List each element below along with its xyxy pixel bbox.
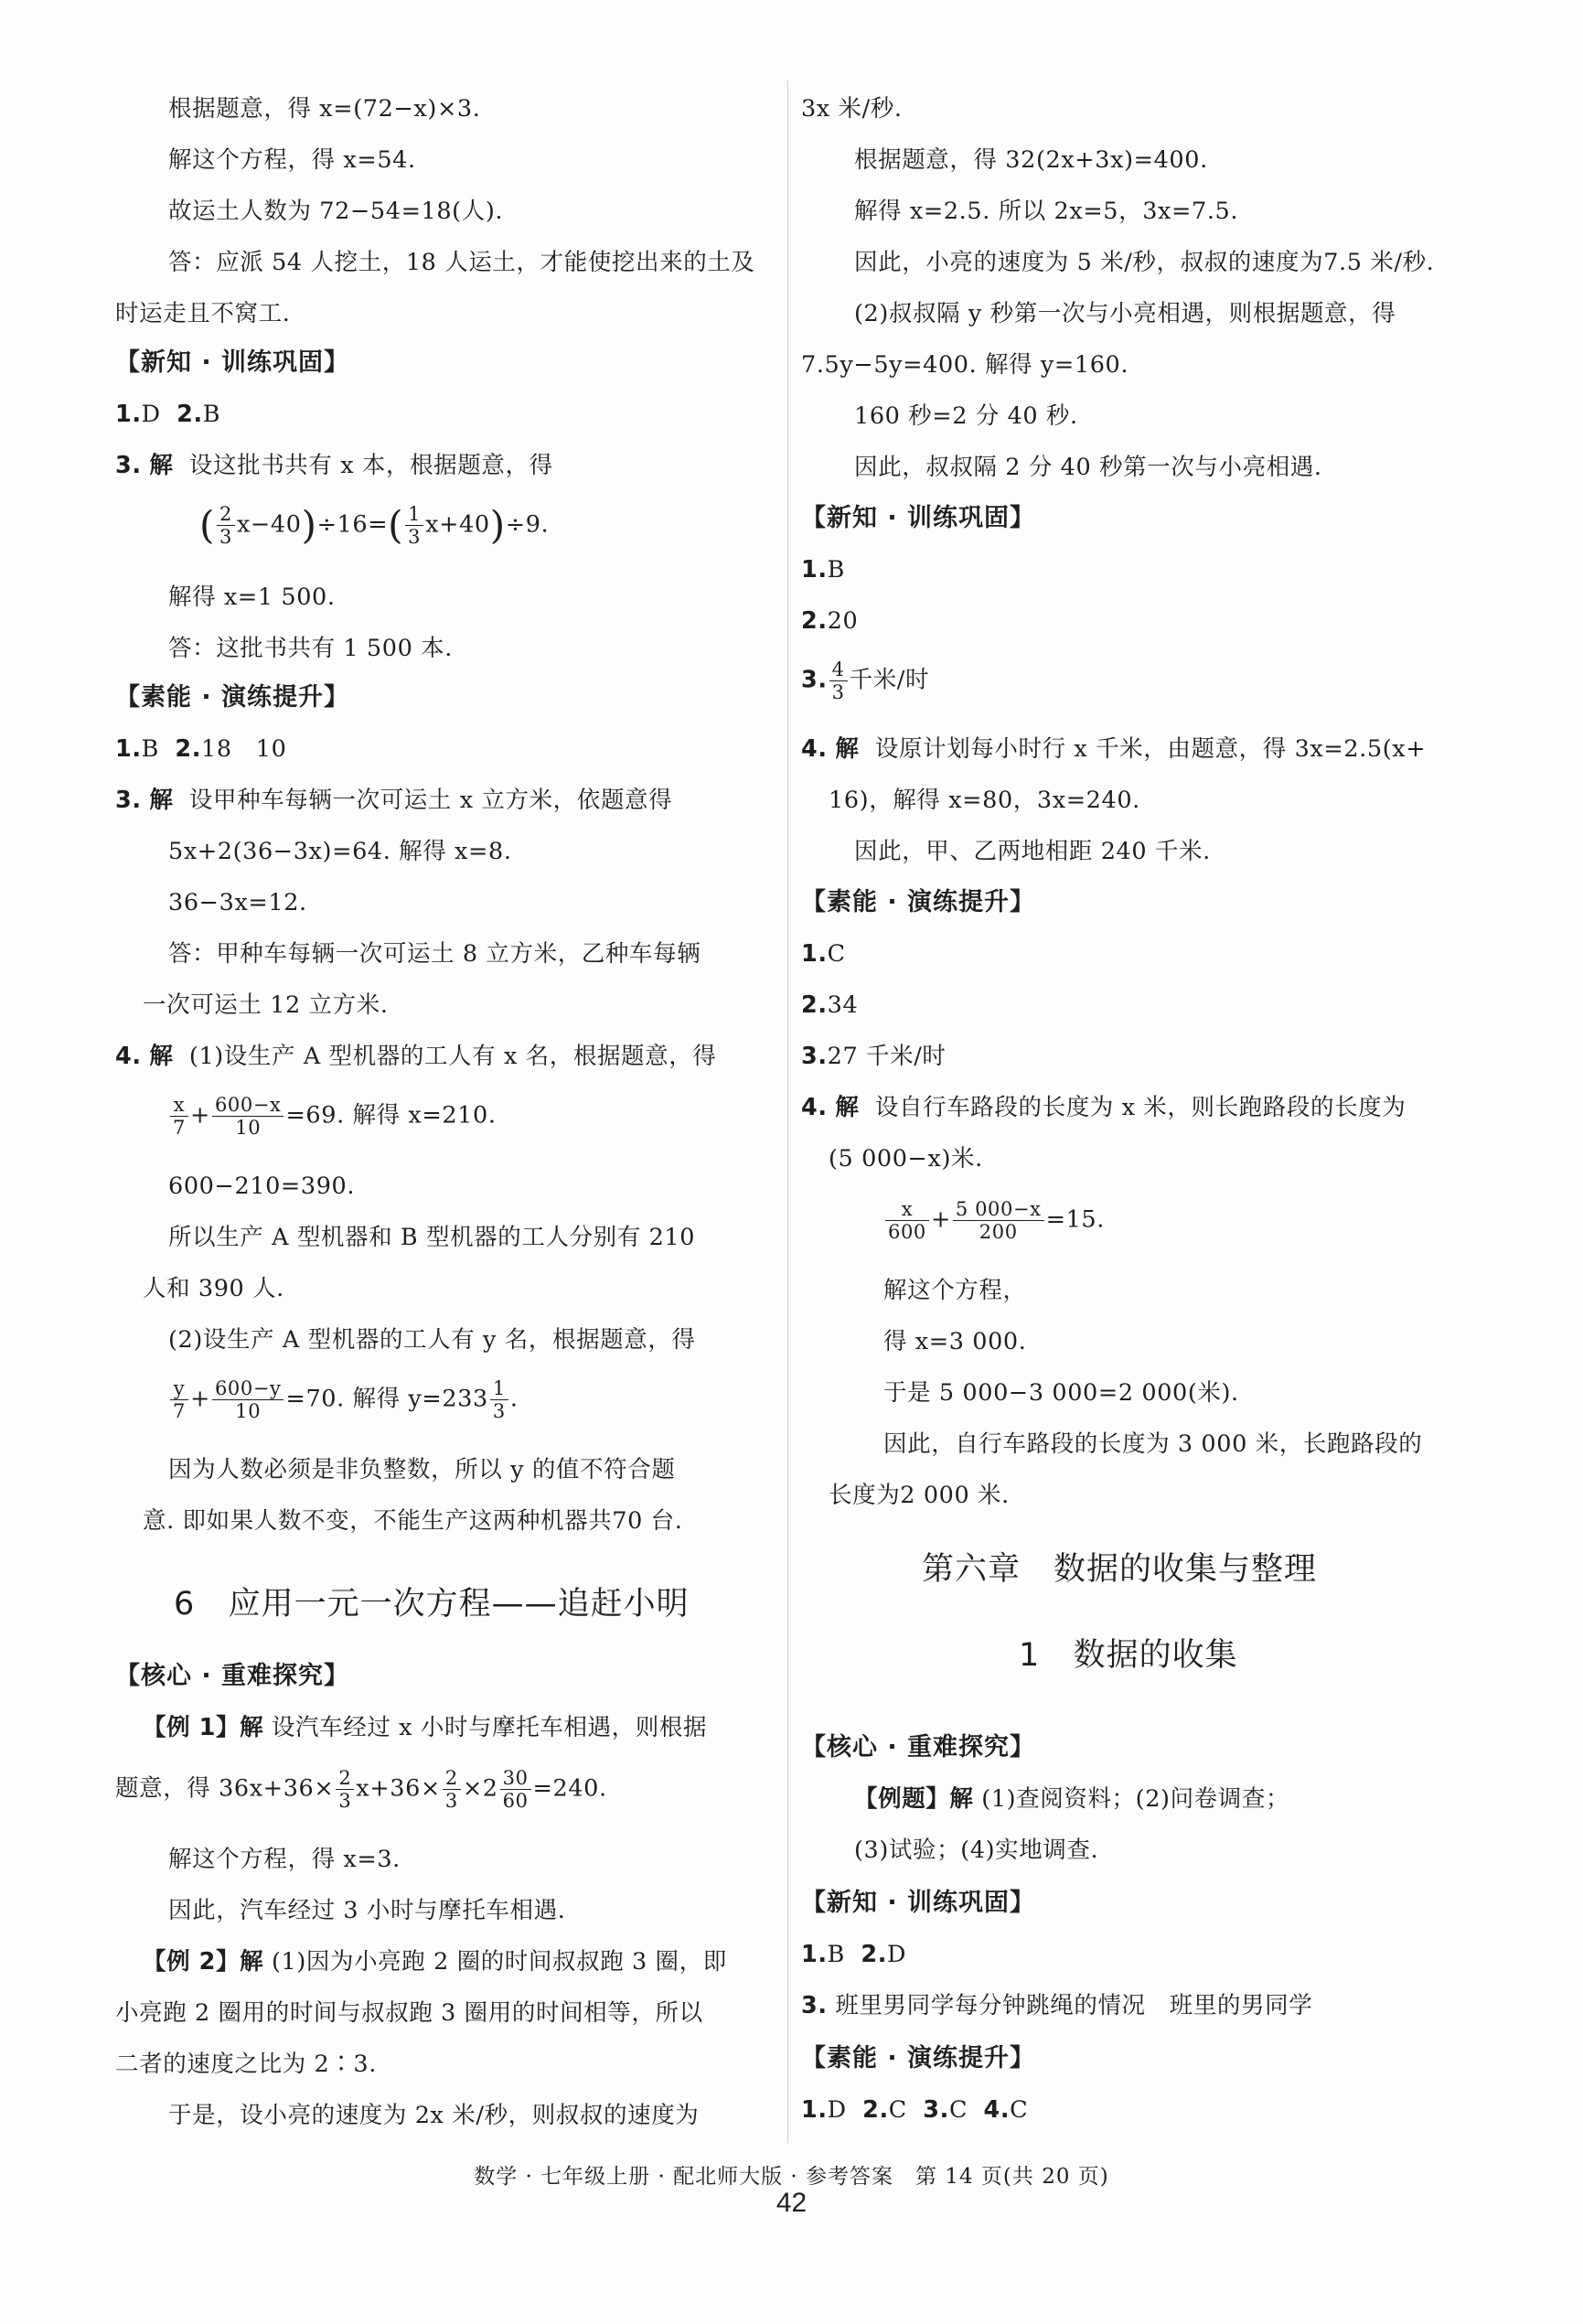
section-heading: 【素能 · 演练提升】 [115, 683, 350, 712]
section-heading: 【核心 · 重难探究】 [115, 1662, 350, 1690]
text-line: 因此，小亮的速度为 5 米/秒，叔叔的速度为7.5 米/秒. [854, 249, 1435, 276]
text-line: 一次可运土 12 立方米. [143, 991, 389, 1019]
example-label: 【例 1】解 [143, 1714, 264, 1741]
section-title-text: 应用一元一次方程——追赶小明 [228, 1586, 690, 1623]
answer-line: 1.B 2.18 10 [115, 735, 287, 763]
text-line: 得 x=3 000. [883, 1328, 1027, 1355]
answer: B [202, 401, 221, 428]
section-heading: 【新知 · 训练巩固】 [115, 348, 350, 377]
text-line: 答：甲种车每辆一次可运土 8 立方米，乙种车每辆 [168, 940, 701, 968]
section-number: 1 [1019, 1637, 1041, 1674]
answer-line [115, 450, 553, 481]
fraction: $\frac{4}{3}$ [829, 659, 848, 703]
answer-line: 3. 班里男同学每分钟跳绳的情况 班里的男同学 [801, 1992, 1313, 2019]
answer-line: 1.D 2.C 3.C 4.C [801, 2096, 1029, 2124]
text-line: 人和 390 人. [143, 1275, 284, 1302]
fraction: $\frac{5 000-x}{200}$ [953, 1198, 1044, 1243]
text-line: 解这个方程， [883, 1277, 1027, 1304]
example-label: 【例题】解 [854, 1785, 974, 1813]
answer-line: 3. 解 设甲种车每辆一次可运土 x 立方米，依题意得 [115, 787, 673, 814]
text-line: 5x+2(36−3x)=64. 解得 x=8. [168, 838, 512, 865]
text-line: (2)叔叔隔 y 秒第一次与小亮相遇，则根据题意，得 [854, 300, 1396, 327]
section-title [174, 1579, 690, 1624]
text: 设这批书共有 x 本，根据题意，得 [188, 452, 553, 479]
section-number: 6 [174, 1586, 196, 1623]
answer-line: 1.B 2.D [801, 1941, 907, 1968]
equation-line: $\frac{y}{7}$ + $\frac{600-y}{10}$ =70. 解得 y=233 $\frac{1}{3}$ . [115, 1377, 519, 1422]
section-heading: 【新知 · 训练巩固】 [801, 1889, 1036, 1917]
text-line: 答：这批书共有 1 500 本. [168, 635, 453, 662]
fraction: $\frac{x}{7}$ [170, 1094, 188, 1139]
section-title-text: 数据的收集 [1073, 1637, 1238, 1674]
fraction: $\frac{2}{3}$ [217, 503, 235, 548]
example-line: 【例题】解 (1)查阅资料；(2)问卷调查； [854, 1785, 1290, 1813]
section-heading: 【素能 · 演练提升】 [801, 888, 1036, 916]
page-footer: 数学 · 七年级上册 · 配北师大版 · 参考答案 第 14 页(共 20 页) [474, 2165, 1109, 2189]
text-line: 于是 5 000−3 000=2 000(米). [883, 1379, 1239, 1407]
equation-line: $\frac{x}{7}$ + $\frac{600-x}{10}$ =69. 解得 x=210. [115, 1094, 497, 1139]
text-line: 二者的速度之比为 2∶3. [115, 2051, 377, 2078]
answer-line: 1.B [801, 556, 845, 584]
fraction: $\frac{600-x}{10}$ [212, 1094, 284, 1139]
text-line: 解得 x=1 500. [168, 584, 336, 611]
text-line: 解得 x=2.5. 所以 2x=5，3x=7.5. [854, 198, 1239, 225]
fraction: $\frac{y}{7}$ [170, 1377, 188, 1422]
fraction: $\frac{1}{3}$ [405, 503, 423, 548]
section-heading: 【素能 · 演练提升】 [801, 2044, 1036, 2072]
answer-line: 3. $\frac{4}{3}$ 千米/时 [801, 659, 930, 703]
equation-line: $\frac{x}{600}$ + $\frac{5 000-x}{200}$ =15. [801, 1198, 1105, 1243]
solution-label: 解 [149, 452, 174, 479]
answer-line: 4. 解 设原计划每小时行 x 千米，由题意，得 3x=2.5(x+ [801, 735, 1427, 763]
example-line: 【例 2】解 (1)因为小亮跑 2 圈的时间叔叔跑 3 圈，即 [143, 1948, 727, 1976]
page-number: 42 [775, 2188, 808, 2218]
text-line: 解这个方程，得 x=54. [168, 146, 416, 174]
fraction: $\frac{x}{600}$ [885, 1198, 929, 1243]
text-line: 因此，甲、乙两地相距 240 千米. [854, 838, 1211, 865]
section-heading: 【新知 · 训练巩固】 [801, 504, 1036, 532]
answer: D [141, 401, 161, 428]
answer-line: 2.34 [801, 991, 859, 1019]
question-number: 3. [115, 452, 142, 479]
text-line: 根据题意，得 x=(72−x)×3. [168, 95, 481, 123]
text-line: 答：应派 54 人挖土，18 人运土，才能使挖出来的土及 [168, 249, 755, 276]
text-line: 小亮跑 2 圈用的时间与叔叔跑 3 圈用的时间相等，所以 [115, 1999, 703, 2027]
text-line: 因为人数必须是非负整数，所以 y 的值不符合题 [168, 1456, 676, 1483]
text-line: 因此，汽车经过 3 小时与摩托车相遇. [168, 1897, 566, 1924]
answer-line: 4. 解 设自行车路段的长度为 x 米，则长跑路段的长度为 [801, 1094, 1407, 1121]
text-line: 因此，自行车路段的长度为 3 000 米，长跑路段的 [883, 1430, 1423, 1458]
text-line: 36−3x=12. [168, 889, 307, 916]
text-line: 3x 米/秒. [801, 95, 903, 123]
text-line: 600−210=390. [168, 1173, 356, 1200]
text-line: 160 秒=2 分 40 秒. [854, 402, 1078, 430]
answer-line: 3.27 千米/时 [801, 1043, 947, 1070]
text-line: 根据题意，得 32(2x+3x)=400. [854, 146, 1208, 174]
text-line: 故运土人数为 72−54=18(人). [168, 198, 504, 225]
example-line: 【例 1】解 设汽车经过 x 小时与摩托车相遇，则根据 [143, 1714, 708, 1741]
chapter-title: 第六章 数据的收集与整理 [922, 1551, 1318, 1588]
text-line: 于是，设小亮的速度为 2x 米/秒，则叔叔的速度为 [168, 2102, 700, 2129]
text-line: 意. 即如果人数不变，不能生产这两种机器共70 台. [143, 1507, 683, 1535]
text-line: 解这个方程，得 x=3. [168, 1846, 401, 1873]
text-line: 16)，解得 x=80，3x=240. [829, 787, 1140, 814]
answer-line: 1.C [801, 940, 846, 968]
answer-line: 4. 解 (1)设生产 A 型机器的工人有 x 名，根据题意，得 [115, 1043, 717, 1070]
text-line: 7.5y−5y=400. 解得 y=160. [801, 351, 1129, 379]
example-label: 【例 2】解 [143, 1948, 264, 1976]
answer-line: 2.20 [801, 607, 859, 635]
question-number: 1. [115, 401, 142, 428]
fraction: $\frac{1}{3}$ [490, 1377, 508, 1422]
fraction: $\frac{600-y}{10}$ [212, 1377, 284, 1422]
text-line: 长度为2 000 米. [829, 1482, 1010, 1509]
text-line: 所以生产 A 型机器和 B 型机器的工人分别有 210 [168, 1224, 696, 1251]
text-line: (3)试验；(4)实地调查. [854, 1837, 1099, 1864]
text-line: (2)设生产 A 型机器的工人有 y 名，根据题意，得 [168, 1326, 696, 1354]
equation-line: 题意，得 36x+36× $\frac{2}{3}$ x+36× $\frac{2}{3}$ ×2 $\frac{30}{60}$ =240. [115, 1767, 607, 1812]
section-heading: 【核心 · 重难探究】 [801, 1733, 1036, 1762]
text-line: 时运走且不窝工. [115, 300, 291, 327]
column-divider [787, 80, 788, 2143]
section-title [1019, 1630, 1238, 1676]
text-line: 因此，叔叔隔 2 分 40 秒第一次与小亮相遇. [854, 454, 1322, 481]
answer-line [115, 399, 220, 430]
question-number: 2. [176, 401, 203, 428]
equation-line: ( $\frac{2}{3}$ x−40)÷16=( $\frac{1}{3}$ x+40)÷9. [199, 502, 550, 548]
text-line: (5 000−x)米. [829, 1145, 983, 1173]
